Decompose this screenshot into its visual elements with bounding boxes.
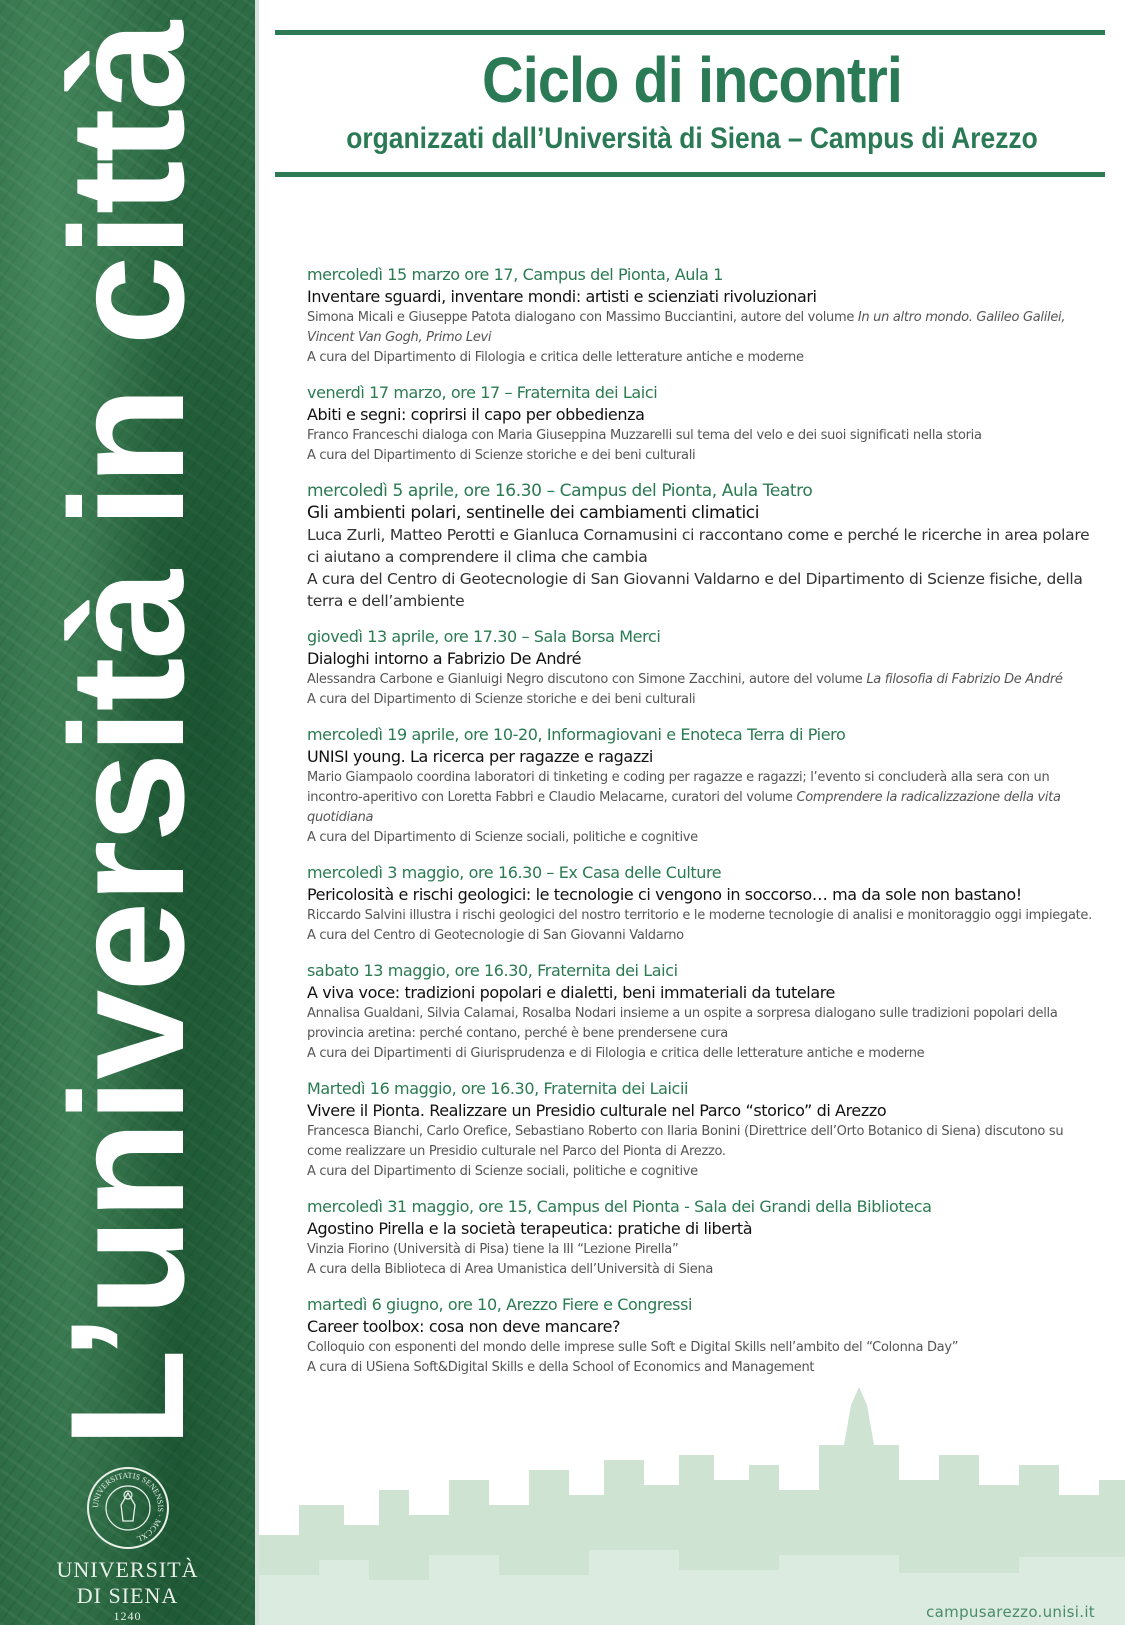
website-link[interactable]: campusarezzo.unisi.it bbox=[926, 1603, 1095, 1621]
event-description-text: Simona Micali e Giuseppe Patota dialogano con Massimo Bucciantini, autore del volume bbox=[307, 310, 858, 325]
event-description bbox=[307, 670, 1099, 690]
event-date: mercoledì 3 maggio, ore 16.30 – Ex Casa delle Culture bbox=[307, 863, 722, 882]
event-date: martedì 6 giugno, ore 10, Arezzo Fiere e Congressi bbox=[307, 1295, 693, 1314]
event-description-text: Mario Giampaolo coordina laboratori di tinketing e coding per ragazze e ragazzi; l’evento si concluderà alla sera con un incontro-aperitivo con Loretta Fabbri e Claudio Melacarne, curatori del volume bbox=[307, 770, 1050, 805]
event-organizer: A cura del Dipartimento di Scienze sociali, politiche e cognitive bbox=[307, 830, 698, 845]
page-title: Ciclo di incontri bbox=[482, 44, 902, 116]
event-item bbox=[307, 862, 1099, 946]
event-item bbox=[307, 1196, 1099, 1280]
event-title: Inventare sguardi, inventare mondi: artisti e scienziati rivoluzionari bbox=[307, 287, 817, 306]
event-date: venerdì 17 marzo, ore 17 – Fraternita dei Laici bbox=[307, 383, 658, 402]
event-date: mercoledì 19 aprile, ore 10-20, Informagiovani e Enoteca Terra di Piero bbox=[307, 725, 846, 744]
event-organizer: A cura del Dipartimento di Scienze storiche e dei beni culturali bbox=[307, 692, 696, 707]
main-content bbox=[259, 0, 1125, 1625]
event-date: mercoledì 31 maggio, ore 15, Campus del Pionta - Sala dei Grandi della Biblioteca bbox=[307, 1197, 932, 1216]
event-item bbox=[307, 382, 1099, 466]
event-item bbox=[307, 1078, 1099, 1182]
event-title: Abiti e segni: coprirsi il capo per obbedienza bbox=[307, 405, 645, 424]
svg-text:UNIVERSITATIS SENENSIS · MCCXL bbox=[90, 1471, 164, 1544]
event-item bbox=[307, 1294, 1099, 1378]
event-description-text: Alessandra Carbone e Gianluigi Negro discutono con Simone Zacchini, autore del volume bbox=[307, 672, 867, 687]
event-description: Annalisa Gualdani, Silvia Calamai, Rosalba Nodari insieme a un ospite a sorpresa dialogano sulle tradizioni popolari della provincia aretina: perché contano, perché è bene prendersene cura bbox=[307, 1006, 1058, 1041]
event-date: sabato 13 maggio, ore 16.30, Fraternita dei Laici bbox=[307, 961, 678, 980]
event-title: Dialoghi intorno a Fabrizio De André bbox=[307, 649, 582, 668]
logo-name-line2: DI SIENA bbox=[76, 1583, 179, 1608]
event-book-title: La filosofia di Fabrizio De André bbox=[866, 672, 1063, 687]
event-title: Vivere il Pionta. Realizzare un Presidio culturale nel Parco “storico” di Arezzo bbox=[307, 1101, 887, 1120]
event-title: Agostino Pirella e la società terapeutica: pratiche di libertà bbox=[307, 1219, 753, 1238]
event-title: Career toolbox: cosa non deve mancare? bbox=[307, 1317, 621, 1336]
logo-year: 1240 bbox=[113, 1609, 142, 1623]
event-description bbox=[307, 308, 1099, 348]
event-date: mercoledì 15 marzo ore 17, Campus del Pionta, Aula 1 bbox=[307, 265, 723, 284]
event-item bbox=[307, 960, 1099, 1064]
city-skyline-illustration bbox=[259, 1385, 1125, 1625]
event-organizer: A cura del Dipartimento di Filologia e critica delle letterature antiche e moderne bbox=[307, 350, 804, 365]
event-title: Pericolosità e rischi geologici: le tecnologie ci vengono in soccorso… ma da sole non bastano! bbox=[307, 885, 1022, 904]
university-seal-icon bbox=[85, 1465, 171, 1551]
sidebar-banner bbox=[0, 0, 259, 1625]
event-item bbox=[307, 480, 1099, 612]
page-subtitle: organizzati dall’Università di Siena – Campus di Arezzo bbox=[346, 122, 1038, 155]
event-title: Gli ambienti polari, sentinelle dei cambiamenti climatici bbox=[307, 503, 760, 523]
event-organizer: A cura dei Dipartimenti di Giurisprudenza e di Filologia e critica delle letterature antiche e moderne bbox=[307, 1046, 925, 1061]
event-title: UNISI young. La ricerca per ragazze e ragazzi bbox=[307, 747, 653, 766]
event-book-title: Comprendere la radicalizzazione della vita quotidiana bbox=[307, 790, 1061, 825]
event-description: Colloquio con esponenti del mondo delle imprese sulle Soft e Digital Skills nell’ambito del “Colonna Day” bbox=[307, 1340, 959, 1355]
event-item bbox=[307, 724, 1099, 848]
event-description: Vinzia Fiorino (Università di Pisa) tiene la III “Lezione Pirella” bbox=[307, 1242, 679, 1257]
seal-text: UNIVERSITATIS SENENSIS · MCCXL bbox=[90, 1470, 165, 1544]
event-date: mercoledì 5 aprile, ore 16.30 – Campus del Pionta, Aula Teatro bbox=[307, 481, 813, 501]
event-organizer: A cura del Dipartimento di Scienze sociali, politiche e cognitive bbox=[307, 1164, 698, 1179]
event-description bbox=[307, 768, 1099, 828]
event-organizer: A cura della Biblioteca di Area Umanistica dell’Università di Siena bbox=[307, 1262, 714, 1277]
event-organizer: A cura del Centro di Geotecnologie di San Giovanni Valdarno e del Dipartimento di Scienze fisiche, della terra e dell’ambiente bbox=[307, 570, 1083, 610]
top-rule bbox=[275, 30, 1105, 35]
event-item bbox=[307, 264, 1099, 368]
event-description: Riccardo Salvini illustra i rischi geologici del nostro territorio e le moderne tecnologie di analisi e monitoraggio oggi impiegate. bbox=[307, 908, 1092, 923]
event-date: Martedì 16 maggio, ore 16.30, Fraternita dei Laicii bbox=[307, 1079, 689, 1098]
university-logo bbox=[40, 1465, 215, 1624]
event-organizer: A cura del Dipartimento di Scienze storiche e dei beni culturali bbox=[307, 448, 696, 463]
event-organizer: A cura del Centro di Geotecnologie di San Giovanni Valdarno bbox=[307, 928, 684, 943]
vertical-title: L’università in città bbox=[37, 22, 218, 1448]
event-item bbox=[307, 626, 1099, 710]
event-title: A viva voce: tradizioni popolari e dialetti, beni immateriali da tutelare bbox=[307, 983, 835, 1002]
logo-name-line1: UNIVERSITÀ bbox=[56, 1557, 199, 1582]
event-description: Franco Franceschi dialoga con Maria Giuseppina Muzzarelli sul tema del velo e dei suoi significati nella storia bbox=[307, 428, 982, 443]
event-description: Luca Zurli, Matteo Perotti e Gianluca Cornamusini ci raccontano come e perché le ricerche in area polare ci aiutano a comprendere il clima che cambia bbox=[307, 526, 1090, 566]
event-organizer: A cura di USiena Soft&Digital Skills e della School of Economics and Management bbox=[307, 1360, 815, 1375]
event-date: giovedì 13 aprile, ore 17.30 – Sala Borsa Merci bbox=[307, 627, 661, 646]
event-book-title: In un altro mondo. Galileo Galilei, Vincent Van Gogh, Primo Levi bbox=[307, 310, 1066, 345]
event-description: Francesca Bianchi, Carlo Orefice, Sebastiano Roberto con Ilaria Bonini (Direttrice dell’Orto Botanico di Siena) discutono su come realizzare un Presidio culturale nel Parco del Pionta di Arezzo. bbox=[307, 1124, 1064, 1159]
header-bottom-rule bbox=[275, 172, 1105, 177]
event-list bbox=[307, 264, 1099, 1392]
